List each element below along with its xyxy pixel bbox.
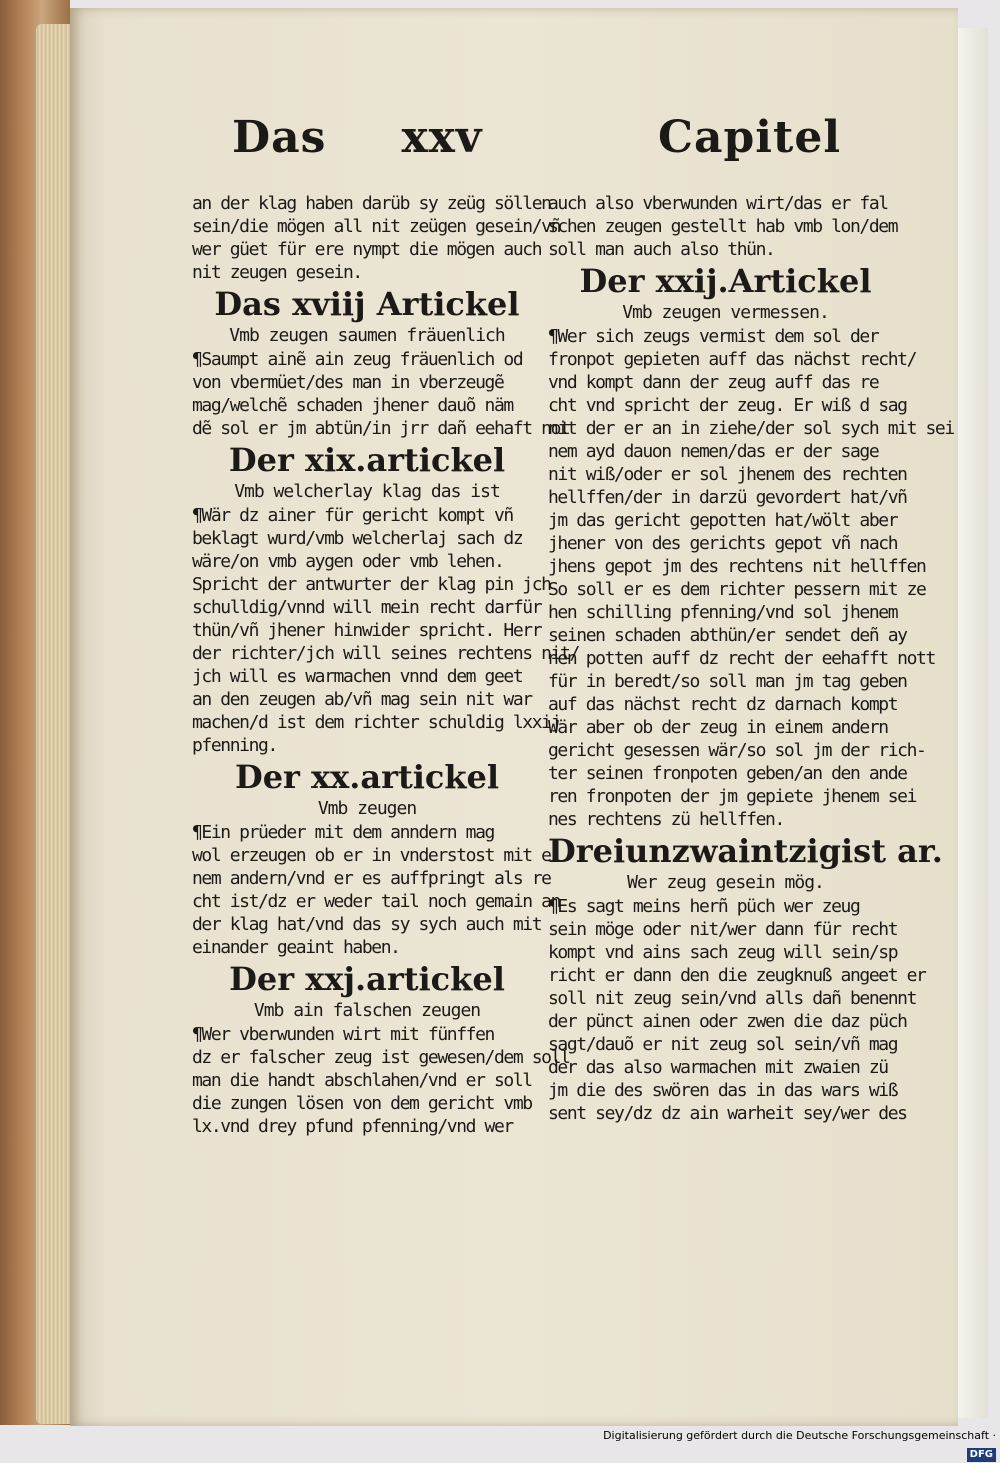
text-line: Wär aber ob der zeug in einem andern — [548, 717, 888, 738]
article-heading: Der xxij.Artickel — [579, 262, 872, 300]
text-line: wol erzeugen ob er in vnderstost mit ei — [192, 845, 561, 866]
text-line: ¶Saumpt ainẽ ain zeug fräuenlich od — [192, 349, 523, 370]
text-line: dz er falscher zeug ist gewesen/dem soll — [192, 1047, 570, 1068]
article-heading: Dreiunzwaintzigist ar. — [548, 832, 943, 870]
text-line: ¶Wer vberwunden wirt mit fünffen — [192, 1024, 494, 1045]
article-subheading: Wer zeug gesein mög. — [627, 872, 824, 893]
header-word-capitel: Capitel — [658, 112, 842, 163]
text-line: jhens gepot jm des rechtens nit hellffen — [548, 556, 926, 577]
text-line: der das also warmachen mit zwaien zü — [548, 1057, 888, 1078]
text-line: ter seinen fronpoten geben/an den ande — [548, 763, 907, 784]
text-line: sagt/dauõ er nit zeug sol sein/vñ mag — [548, 1034, 898, 1055]
text-line: nit zeugen gesein. — [192, 262, 362, 283]
text-line: nit wiß/oder er sol jhenem des rechten — [548, 464, 907, 485]
text-line: auch also vberwunden wirt/das er fal — [548, 193, 888, 214]
text-line: jhener von des gerichts gepot vñ nach — [548, 533, 898, 554]
text-line: machen/d ist dem richter schuldig lxxij — [192, 712, 561, 733]
text-line: ¶Wer sich zeugs vermist dem sol der — [548, 326, 879, 347]
left-column-text — [192, 192, 579, 1138]
text-line: der klag hat/vnd das sy sych auch mit — [192, 914, 542, 935]
text-line: jm die des swören das in das wars wiß — [548, 1080, 898, 1101]
text-line: So soll er es dem richter pessern mit ze — [548, 579, 926, 600]
article-subheading: Vmb welcherlay klag das ist — [234, 481, 500, 502]
text-line: wer güet für ere nympt die mögen auch — [192, 239, 542, 260]
text-line: nes rechtens zü hellffen. — [548, 809, 784, 830]
article-subheading: Vmb ain falschen zeugen — [253, 1000, 481, 1021]
text-line: jm das gericht gepotten hat/wölt aber — [548, 510, 898, 531]
text-line: man die handt abschlahen/vnd er soll — [192, 1070, 532, 1091]
running-header-right — [548, 112, 903, 192]
article-heading: Das xviij Artickel — [214, 285, 520, 323]
right-column-text — [548, 192, 954, 1125]
text-line: die zungen lösen von dem gericht vmb — [192, 1093, 532, 1114]
right-column — [548, 112, 954, 1125]
text-line: seinen schaden abthün/er sendet deñ ay — [548, 625, 907, 646]
text-line: schulldig/vnnd will mein recht darfür — [192, 597, 542, 618]
text-line: kompt vnd ains sach zeug will sein/sp — [548, 942, 898, 963]
article-heading: Der xix.artickel — [228, 441, 506, 479]
text-line: für in beredt/so soll man jm tag geben — [548, 671, 907, 692]
text-line: der pünct ainen oder zwen die daz püch — [548, 1011, 907, 1032]
text-line: an den zeugen ab/vñ mag sein nit war — [192, 689, 532, 710]
text-line: schen zeugen gestellt hab vmb lon/dem — [548, 216, 898, 237]
text-line: jch will es warmachen vnnd dem geet — [192, 666, 523, 687]
text-line: hen schilling pfenning/vnd sol jhenem — [548, 602, 898, 623]
header-chapter-number: xxv — [401, 112, 483, 163]
text-line: richt er dann den die zeugknuß angeet er — [548, 965, 926, 986]
text-line: cht vnd spricht der zeug. Er wiß d sag — [548, 395, 907, 416]
text-line: hellffen/der in darzü gevordert hat/vñ — [548, 487, 907, 508]
running-header-left — [192, 112, 542, 192]
facing-page-edge — [958, 28, 988, 1418]
text-line: fronpot gepieten auff das nächst recht/ — [548, 349, 917, 370]
text-line: der richter/jch will seines rechtens nit/ — [192, 643, 579, 664]
article-subheading: Vmb zeugen saumen fräuenlich — [229, 325, 505, 346]
text-line: auf das nächst recht dz darnach kompt — [548, 694, 898, 715]
text-line: cht ist/dz er weder tail noch gemain an — [192, 891, 561, 912]
text-line: beklagt wurd/vmb welcherlaj sach dz — [192, 528, 523, 549]
text-line: lx.vnd drey pfund pfenning/vnd wer — [192, 1116, 513, 1137]
text-line: sent sey/dz dz ain warheit sey/wer des — [548, 1103, 907, 1124]
text-line: gericht gesessen wär/so sol jm der rich- — [548, 740, 926, 761]
text-line: sein möge oder nit/wer dann für recht — [548, 919, 898, 940]
text-line: pfenning. — [192, 735, 277, 756]
text-line: einander geaint haben. — [192, 937, 400, 958]
article-subheading: Vmb zeugen vermessen. — [622, 302, 829, 323]
header-word-das: Das — [232, 112, 327, 163]
text-line: von vbermüet/des man in vberzeugẽ — [192, 372, 504, 393]
text-line: nem ayd dauon nemen/das er der sage — [548, 441, 879, 462]
article-heading: Der xxj.artickel — [229, 960, 505, 998]
credit-text: Digitalisierung gefördert durch die Deutsche Forschungsgemeinschaft · — [603, 1429, 996, 1442]
text-line: wäre/on vmb aygen oder vmb lehen. — [192, 551, 504, 572]
article-subheading: Vmb zeugen — [317, 798, 417, 819]
text-line: mag/welchẽ schaden jhener dauõ näm — [192, 395, 513, 416]
text-line: dẽ sol er jm abtün/in jrr dañ eehaft not — [192, 418, 570, 439]
text-line: an der klag haben darüb sy zeüg söllen — [192, 193, 551, 214]
article-heading: Der xx.artickel — [234, 758, 500, 796]
text-line: soll man auch also thün. — [548, 239, 775, 260]
left-column — [192, 112, 579, 1138]
text-line: soll nit zeug sein/vnd alls dañ benennt — [548, 988, 917, 1009]
text-line: ¶Es sagt meins herñ püch wer zeug — [548, 896, 860, 917]
text-line: vnd kompt dann der zeug auff das re — [548, 372, 879, 393]
text-line: Spricht der antwurter der klag pin jch — [192, 574, 551, 595]
text-line: nem andern/vnd er es auffpringt als re — [192, 868, 551, 889]
dfg-logo: DFG — [967, 1448, 996, 1462]
text-line: nen potten auff dz recht der eehafft nott — [548, 648, 935, 669]
text-line: ¶Ein prüeder mit dem anndern mag — [192, 822, 494, 843]
text-line: ren fronpoten der jm gepiete jhenem sei — [548, 786, 917, 807]
text-line: sein/die mögen all nit zeügen gesein/vñ — [192, 216, 561, 237]
digitization-credit — [600, 1427, 1000, 1460]
text-line: thün/vñ jhener hinwider spricht. Herr — [192, 620, 542, 641]
text-line: ¶Wär dz ainer für gericht kompt vñ — [192, 505, 513, 526]
text-line: nit der er an in ziehe/der sol sych mit sei — [548, 418, 954, 439]
